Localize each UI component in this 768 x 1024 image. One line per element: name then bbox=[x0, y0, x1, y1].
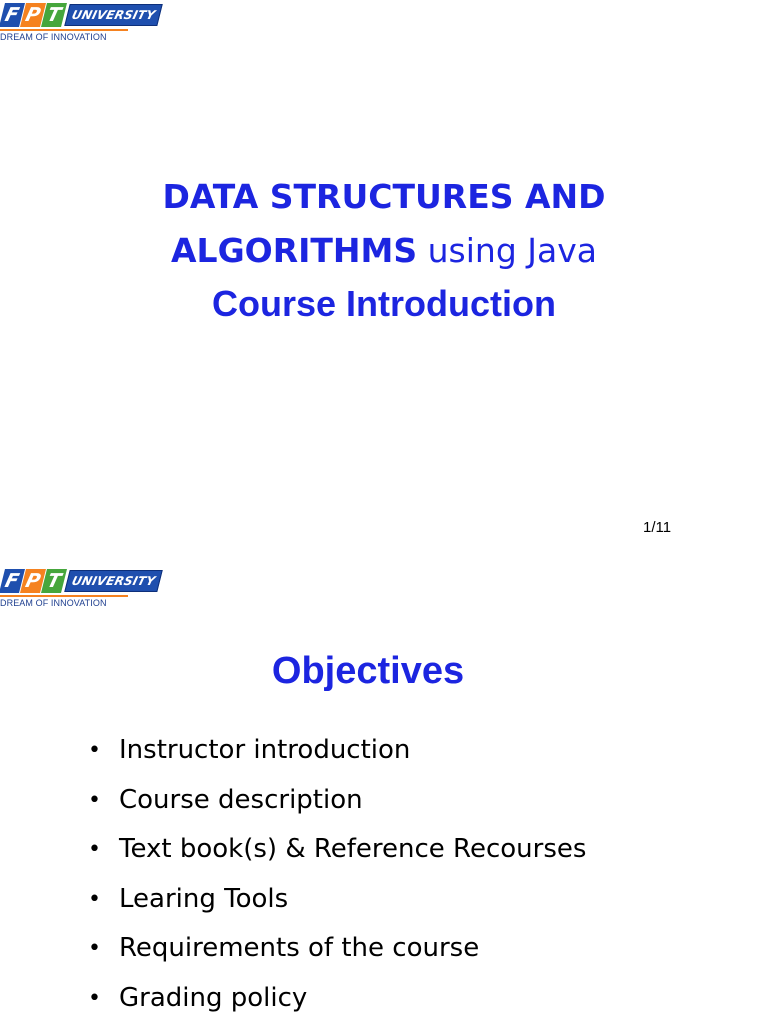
objectives-list bbox=[88, 726, 586, 1023]
logo-word-university: UNIVERSITY bbox=[64, 570, 162, 592]
logo-band bbox=[2, 568, 160, 594]
logo-letter-f: F bbox=[0, 3, 25, 27]
slide-objectives bbox=[0, 566, 768, 1024]
list-item-text: Learing Tools bbox=[119, 883, 289, 914]
list-item-text: Instructor introduction bbox=[119, 735, 411, 765]
bullet-icon: • bbox=[88, 886, 101, 912]
bullet-icon: • bbox=[88, 936, 101, 961]
fpt-university-logo bbox=[0, 568, 157, 608]
logo-tagline: DREAM OF INNOVATION bbox=[0, 32, 107, 42]
logo-letter-p: P bbox=[20, 3, 46, 27]
logo-tagline: DREAM OF INNOVATION bbox=[0, 598, 107, 608]
logo-band bbox=[2, 2, 160, 28]
bullet-icon: • bbox=[88, 787, 101, 813]
bullet-icon: • bbox=[88, 837, 101, 862]
list-item bbox=[88, 776, 586, 826]
logo-letter-t: T bbox=[41, 569, 67, 593]
logo-underline bbox=[0, 595, 128, 597]
logo-letter-f: F bbox=[0, 569, 25, 593]
logo-word-university: UNIVERSITY bbox=[64, 4, 162, 26]
list-item bbox=[88, 726, 586, 776]
list-item-text: Course description bbox=[119, 784, 363, 815]
logo-letter-p: P bbox=[20, 569, 46, 593]
fpt-university-logo bbox=[0, 2, 157, 42]
course-subtitle: Course Introduction bbox=[212, 283, 556, 324]
list-item-text: Grading policy bbox=[119, 982, 308, 1013]
course-title-algorithms: ALGORITHMS bbox=[171, 231, 418, 270]
list-item-text: Requirements of the course bbox=[119, 933, 480, 963]
list-item bbox=[88, 924, 586, 974]
course-title-line-2 bbox=[0, 224, 768, 278]
logo-underline bbox=[0, 29, 128, 31]
list-item bbox=[88, 875, 586, 925]
logo-letter-t: T bbox=[41, 3, 67, 27]
objectives-title: Objectives bbox=[271, 650, 465, 692]
slide-page-number: 1/11 bbox=[643, 519, 672, 536]
course-title-line-1: DATA STRUCTURES AND bbox=[162, 177, 606, 216]
list-item-text: Text book(s) & Reference Recourses bbox=[119, 834, 587, 864]
list-item bbox=[88, 974, 586, 1024]
bullet-icon: • bbox=[88, 738, 101, 763]
course-title-using-java: using Java bbox=[417, 231, 597, 270]
list-item bbox=[88, 825, 586, 875]
bullet-icon: • bbox=[88, 985, 101, 1011]
course-title-block bbox=[0, 170, 768, 330]
